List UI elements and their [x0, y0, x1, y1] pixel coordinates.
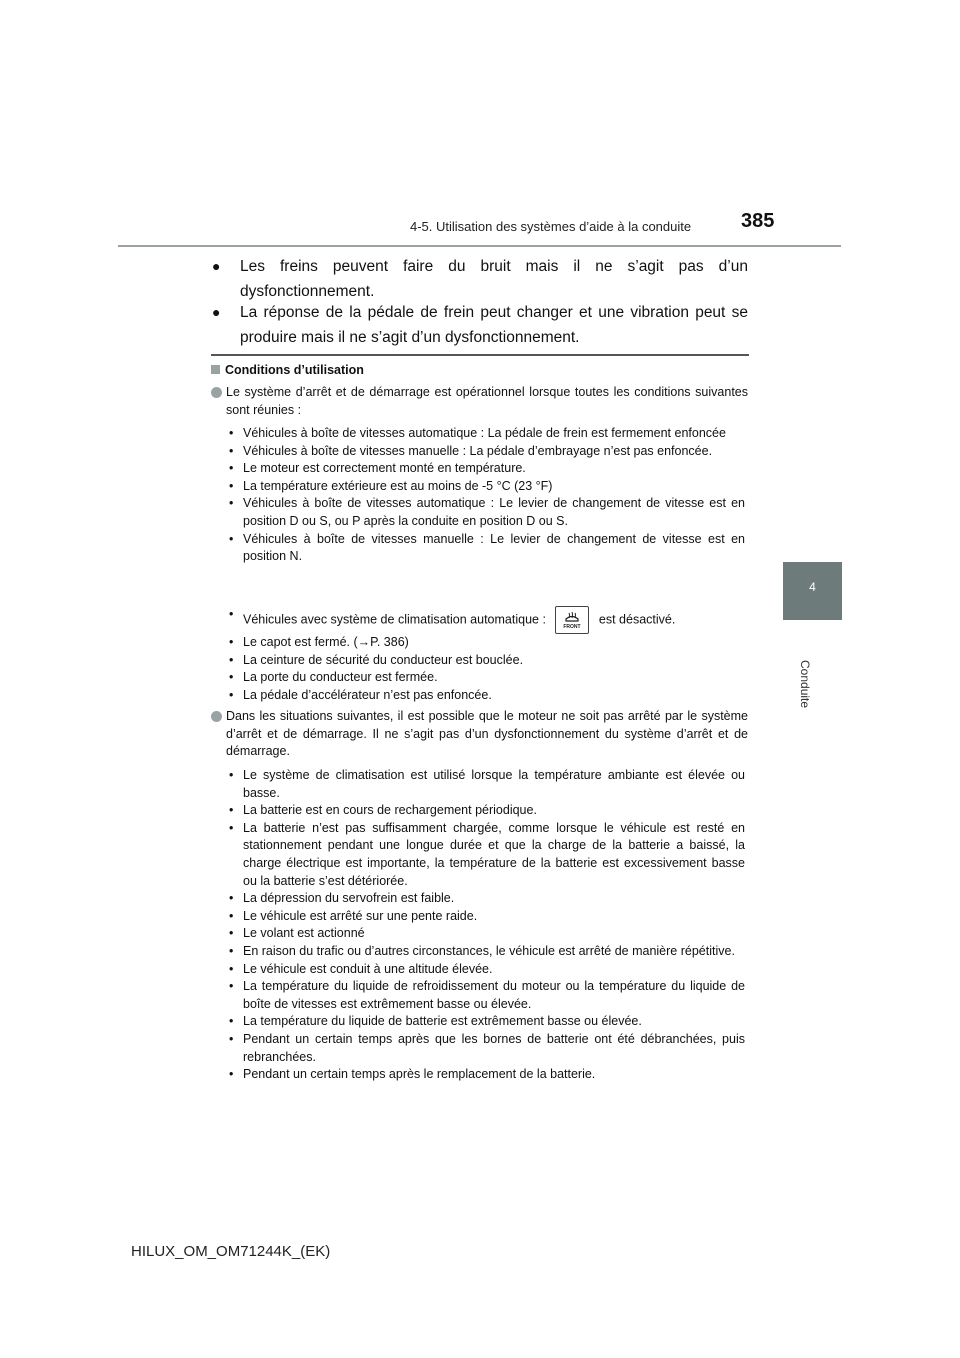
- situations-list: [229, 767, 745, 1084]
- top-bullet-text: La réponse de la pédale de frein peut changer et une vibration peut se produire mais il ne s’agit d’un dysfonctionnement.: [240, 304, 748, 346]
- section-heading-text: Conditions d’utilisation: [225, 363, 364, 377]
- list-item: • Véhicules à boîte de vitesses automatique : Le levier de changement de vitesse est en position D ou S, ou P après la conduite en position D ou S.: [229, 495, 745, 530]
- footer-document-id: HILUX_OM_OM71244K_(EK): [131, 1243, 331, 1260]
- section-divider: [211, 354, 749, 356]
- chapter-tab: [783, 562, 842, 620]
- bullet-icon: ●: [212, 258, 221, 274]
- top-bullet-text: Les freins peuvent faire du bruit mais il ne s’agit pas d’un dysfonctionnement.: [240, 258, 748, 300]
- climate-text-after: est désactivé.: [598, 612, 676, 627]
- list-item: • Le véhicule est arrêté sur une pente raide.: [229, 908, 745, 926]
- list-item: • Pendant un certain temps après que les bornes de batterie ont été débranchées, puis rebranchées.: [229, 1031, 745, 1066]
- chapter-label: Conduite: [798, 660, 812, 709]
- square-bullet-icon: [211, 365, 220, 374]
- list-item: [229, 606, 745, 634]
- paragraph-conditions: [211, 384, 748, 419]
- conditions-list: [229, 425, 745, 566]
- top-bullet-1: [208, 254, 748, 304]
- list-item: • La pédale d’accélérateur n’est pas enfoncée.: [229, 687, 745, 705]
- climate-text-before: Véhicules avec système de climatisation automatique :: [243, 612, 546, 627]
- list-item: • Le volant est actionné: [229, 925, 745, 943]
- list-item: • Pendant un certain temps après le remplacement de la batterie.: [229, 1066, 745, 1084]
- paragraph-text: Dans les situations suivantes, il est possible que le moteur ne soit pas arrêté par le système d’arrêt et de démarrage. Il ne s’agit pas d’un dysfonctionnement du système d’arrêt et de démarrage.: [226, 709, 748, 759]
- paragraph-situations: [211, 708, 748, 761]
- list-item: • Le véhicule est conduit à une altitude élevée.: [229, 961, 745, 979]
- list-item: • La température extérieure est au moins de -5 °C (23 °F): [229, 478, 745, 496]
- front-defroster-icon: [555, 606, 589, 634]
- list-item: • La batterie est en cours de rechargement périodique.: [229, 802, 745, 820]
- list-item: • La ceinture de sécurité du conducteur est bouclée.: [229, 652, 745, 670]
- front-icon-label: FRONT: [563, 624, 582, 630]
- list-item: • En raison du trafic ou d’autres circonstances, le véhicule est arrêté de manière répétitive.: [229, 943, 745, 961]
- list-item: • La batterie n’est pas suffisamment chargée, comme lorsque le véhicule est resté en stationnement pendant une longue durée et que la charge de la batterie a baissé, la charge électrique est importante, la température de la batterie est excessivement basse ou la batterie s’est détériorée.: [229, 820, 745, 890]
- list-item: • La température du liquide de batterie est extrêmement basse ou élevée.: [229, 1013, 745, 1031]
- header-divider: [118, 245, 841, 247]
- defroster-symbol: [562, 610, 582, 630]
- climate-condition: [229, 606, 745, 634]
- header-section-title: 4-5. Utilisation des systèmes d’aide à la conduite: [410, 219, 692, 234]
- section-heading: [211, 363, 364, 377]
- list-item: • Le moteur est correctement monté en température.: [229, 460, 745, 478]
- chapter-number: 4: [809, 580, 816, 594]
- page-number: 385: [741, 210, 775, 232]
- list-item: • La porte du conducteur est fermée.: [229, 669, 745, 687]
- circle-bullet-icon: [211, 387, 222, 398]
- list-item: • Le capot est fermé. (→P. 386): [229, 634, 745, 652]
- bullet-icon: ●: [212, 304, 221, 320]
- conditions-list-2: [229, 634, 745, 704]
- list-item: • La température du liquide de refroidissement du moteur ou la température du liquide de boîte de vitesses est extrêmement basse ou élevée.: [229, 978, 745, 1013]
- top-bullet-2: [208, 300, 748, 350]
- list-item: • Véhicules à boîte de vitesses manuelle : Le levier de changement de vitesse est en position N.: [229, 531, 745, 566]
- list-item: • Véhicules à boîte de vitesses automatique : La pédale de frein est fermement enfoncée: [229, 425, 745, 443]
- list-item: • Le système de climatisation est utilisé lorsque la température ambiante est élevée ou basse.: [229, 767, 745, 802]
- list-item: • Véhicules à boîte de vitesses manuelle : La pédale d’embrayage n’est pas enfoncée.: [229, 443, 745, 461]
- paragraph-text: Le système d’arrêt et de démarrage est opérationnel lorsque toutes les conditions suivantes sont réunies :: [226, 385, 748, 417]
- list-item: • La dépression du servofrein est faible.: [229, 890, 745, 908]
- circle-bullet-icon: [211, 711, 222, 722]
